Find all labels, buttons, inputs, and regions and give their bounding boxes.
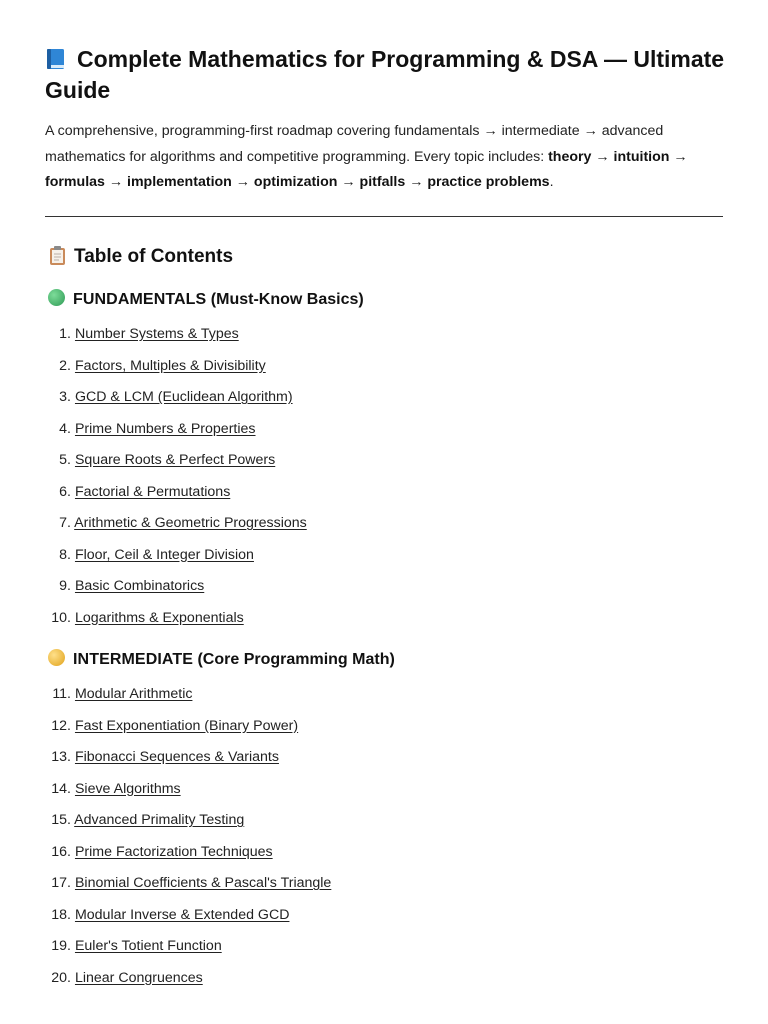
toc-link[interactable]: Factorial & Permutations	[74, 483, 231, 500]
blue-book-icon	[45, 47, 67, 69]
section-heading-intermediate	[48, 648, 395, 672]
item-number: 7.	[59, 515, 71, 531]
yellow-circle-icon	[48, 649, 65, 666]
flow-practice-problems: practice problems	[427, 174, 550, 190]
fundamentals-list	[45, 323, 445, 628]
item-number: 14.	[51, 780, 71, 797]
flow-optimization: optimization	[253, 174, 338, 190]
item-number: 11.	[52, 686, 71, 702]
flow-formulas: formulas	[45, 174, 105, 190]
horizontal-divider	[45, 216, 723, 217]
toc-link[interactable]: Euler's Totient Function	[74, 938, 222, 954]
item-number: 4.	[59, 420, 71, 437]
intro-lead: A comprehensive, programming-first roadmap covering fundamentals → intermediate → advanced mathematics for algorithms and competitive programming. Every topic includes:	[45, 123, 664, 165]
page-title	[45, 44, 735, 106]
flow-sep: →	[231, 174, 254, 190]
list-item	[45, 778, 181, 800]
section-label: INTERMEDIATE	[73, 651, 194, 668]
item-number: 5.	[59, 452, 71, 468]
toc-link[interactable]: Sieve Algorithms	[74, 780, 181, 797]
flow-pitfalls: pitfalls	[359, 174, 406, 190]
intermediate-list	[45, 683, 445, 988]
item-number: 3.	[59, 389, 71, 405]
list-item	[45, 323, 239, 345]
list-item	[45, 481, 230, 503]
list-item	[45, 841, 273, 863]
item-number: 9.	[59, 578, 71, 594]
toc-link[interactable]: Arithmetic & Geometric Progressions	[74, 515, 307, 531]
toc-link[interactable]: Number Systems & Types	[74, 326, 239, 342]
clipboard-icon	[49, 245, 66, 266]
toc-link[interactable]: Prime Factorization Techniques	[74, 843, 273, 860]
list-item	[45, 386, 293, 408]
list-item	[45, 904, 289, 926]
toc-link[interactable]: Modular Arithmetic	[74, 686, 193, 702]
toc-heading	[49, 243, 233, 271]
item-number: 19.	[51, 938, 71, 954]
item-number: 2.	[59, 357, 71, 374]
item-number: 8.	[59, 546, 71, 563]
section-sub: (Must-Know Basics)	[206, 291, 364, 308]
toc-link[interactable]: Binomial Coefficients & Pascal's Triangle	[74, 875, 332, 891]
item-number: 12.	[51, 717, 71, 734]
list-item	[45, 746, 279, 768]
list-item	[45, 355, 266, 377]
item-number: 6.	[59, 483, 71, 500]
flow-sep: →	[104, 174, 127, 190]
item-number: 1.	[59, 326, 71, 342]
item-number: 20.	[51, 969, 71, 986]
list-item	[45, 512, 307, 534]
toc-link[interactable]: Fast Exponentiation (Binary Power)	[74, 717, 299, 734]
flow-intuition: intuition	[613, 148, 670, 165]
list-item	[45, 967, 203, 989]
flow-implementation: implementation	[127, 174, 232, 190]
toc-link[interactable]: Linear Congruences	[74, 969, 203, 986]
list-item	[45, 872, 331, 894]
list-item	[45, 575, 204, 597]
list-item	[45, 544, 254, 566]
item-number: 13.	[51, 749, 71, 765]
green-circle-icon	[48, 289, 65, 306]
toc-link[interactable]: Advanced Primality Testing	[74, 812, 245, 828]
list-item	[45, 449, 275, 471]
toc-link[interactable]: Basic Combinatorics	[74, 578, 205, 594]
section-heading-fundamentals	[48, 288, 364, 312]
item-number: 18.	[51, 906, 71, 923]
item-number: 15.	[51, 812, 71, 828]
section-label: FUNDAMENTALS	[73, 291, 207, 308]
page-title-text: Complete Mathematics for Programming & DSA — Ultimate Guide	[45, 46, 725, 103]
toc-link[interactable]: Logarithms & Exponentials	[74, 609, 244, 626]
toc-link[interactable]: GCD & LCM (Euclidean Algorithm)	[74, 389, 293, 405]
toc-link[interactable]: Factors, Multiples & Divisibility	[74, 357, 266, 374]
list-item	[45, 418, 256, 440]
toc-link[interactable]: Floor, Ceil & Integer Division	[74, 546, 254, 563]
flow-sep: →	[669, 148, 688, 165]
flow-theory: theory	[548, 148, 592, 165]
toc-link[interactable]: Modular Inverse & Extended GCD	[74, 906, 290, 923]
intro-paragraph	[45, 119, 725, 196]
list-item	[45, 607, 244, 629]
flow-sep: →	[405, 174, 428, 190]
flow-sep: →	[591, 148, 614, 165]
toc-link[interactable]: Fibonacci Sequences & Variants	[74, 749, 279, 765]
item-number: 17.	[51, 875, 71, 891]
flow-sep: →	[337, 174, 360, 190]
toc-link[interactable]: Square Roots & Perfect Powers	[74, 452, 276, 468]
list-item	[45, 715, 298, 737]
toc-link[interactable]: Prime Numbers & Properties	[74, 420, 256, 437]
item-number: 16.	[51, 843, 71, 860]
flow-end: .	[549, 174, 554, 190]
item-number: 10.	[51, 609, 71, 626]
list-item	[45, 683, 192, 705]
list-item	[45, 935, 222, 957]
section-sub: (Core Programming Math)	[193, 651, 395, 668]
toc-title-text: Table of Contents	[74, 246, 234, 267]
list-item	[45, 809, 244, 831]
